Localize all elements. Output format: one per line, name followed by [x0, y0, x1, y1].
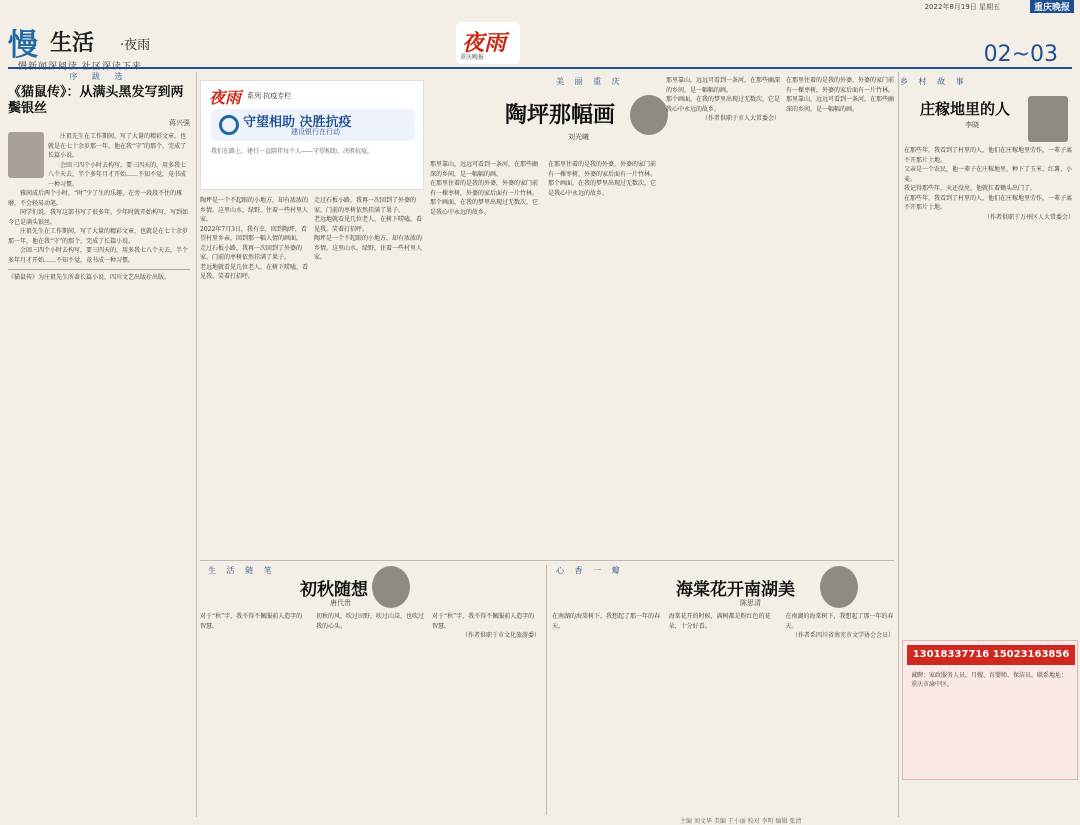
paragraph: 同学们说，我写这部书写了很多年，少年时就开始构写，写到如今已是满头银丝。	[8, 209, 189, 226]
column-logo	[456, 22, 520, 64]
rural-title: 庄稼地里的人	[920, 100, 1011, 118]
paragraph: 在南湖的海棠树下，我想起了那一年的春天。	[785, 613, 894, 630]
feature-column-4	[786, 76, 894, 556]
paragraph: 那里靠山，远远可看到一条河，在那些幽深的乡间，是一幅幅的画。	[430, 161, 539, 178]
paragraph: （作者供职于万州区人大常委会）	[983, 213, 1074, 221]
ad2-body: 诚聘：家政服务人员，月嫂、育婴师、保洁员。联系地址：重庆市渝中区。	[911, 672, 1068, 688]
paragraph: 走过石板小路，我再一次回到了外婆的家。门前的枣树依然挂满了果子。	[200, 244, 303, 261]
paragraph: （作者供职于市人大常委会）	[701, 115, 780, 122]
column-divider	[898, 72, 899, 817]
paragraph: 陶坪是一个不起眼的小地方，却有浓浓的乡情。这里山水，绿野，住着一些村里人家。	[314, 235, 423, 261]
rural-column	[904, 146, 1074, 626]
masthead-night: ·夜雨	[120, 38, 151, 53]
article-title: 《猫鼠传》：从满头黑发写到两鬓银丝	[8, 84, 184, 116]
feature-column-1	[430, 160, 540, 555]
ad-series: 系列 抗疫专栏	[247, 92, 292, 100]
page-numbers: 02~03	[983, 42, 1058, 67]
paragraph: 会回三四个小时去构写，要三四天的，用多我七八个天去，半个多年月才开始……不知不觉，竟书成一种习惯。	[48, 161, 187, 188]
rural-author: 李晓	[965, 121, 979, 129]
bank-ad	[200, 80, 424, 190]
ad-sub-slogan: 建设银行在行动	[291, 128, 340, 136]
logo-text: 夜雨	[462, 30, 507, 56]
paragraph: （作者供职于市文化旅游委）	[461, 632, 540, 639]
paragraph: 老远地就看见几位老人，在树下唠嗑，看见我，笑着打招呼。	[200, 263, 309, 280]
feature-column-2	[548, 160, 658, 555]
paragraph: 初秋的风，吹过田野，吹过山岗，也吹过我的心头。	[316, 613, 425, 630]
ad-phone: 13018337716 15023163856	[907, 645, 1075, 665]
author-photo	[8, 132, 44, 178]
paragraph: 那里靠山，远远可看到一条河，在那些幽深的乡间，是一幅幅的画。	[666, 77, 781, 94]
paragraph: 走过石板小路，我再一次回到了外婆的家。门前的枣树依然挂满了果子。	[314, 197, 417, 214]
feature-author: 刘光曦	[568, 133, 589, 141]
paragraph: 那个画面，在我的梦里出现过无数次，它是我心中永远的故乡。	[666, 96, 781, 113]
paragraph: 对于“秋”字，我不得不佩服前人造字的智慧。	[200, 613, 303, 630]
paragraph: 老远地就看见几位老人，在树下唠嗑，看见我，笑着打招呼。	[314, 216, 423, 233]
footer-credits: 主编 刘文华 美编 王小丽 校对 李明 编辑 张清	[680, 818, 802, 825]
article-note: 《猫鼠传》为庄祖先生所著长篇小说，四川文艺出版社出版。	[8, 269, 190, 283]
paragraph: 雅间成后两个小时，“时”少了生的乐趣，在旁一段段不住的琢磨，不会轻易动笔。	[8, 190, 183, 207]
top-bar	[0, 0, 1080, 12]
ad-brand: 夜雨	[209, 88, 242, 107]
essay-section: 生 活 随 笔	[208, 566, 276, 575]
paragraph: 会回三四个小时去构写，要三四天的，用多我七八个天去，半个多年月才开始……不知不觉，竟书成一种习惯。	[8, 247, 189, 264]
paragraph: 在那里住着的是我的外婆，外婆的家门前有一棵枣树，外婆的家后面有一片竹林。	[786, 77, 895, 94]
paragraph: 庄祖先生在工作期间，写了大量的精彩文章，也就是在七十余岁那一年，他在我“守”的那个，完成了长篇小说。	[48, 133, 187, 159]
paragraph: 那个画面，在我的梦里出现过无数次，它是我心中永远的故乡。	[430, 199, 539, 216]
masthead-rule	[8, 67, 1072, 69]
paper-name: 重庆晚报	[1030, 0, 1074, 13]
ad-banner	[211, 109, 415, 141]
paragraph: 在那里住着的是我的外婆，外婆的家门前有一棵枣树，外婆的家后面有一片竹林。	[430, 180, 539, 197]
paragraph: （作者系四川省南充市文学协会会员）	[791, 632, 894, 639]
masthead-subtitle	[18, 59, 142, 72]
ad-slogan: 守望相助 决胜抗疫	[243, 115, 352, 130]
feature-column-3	[666, 76, 780, 556]
ad-body: 我们在路上，建行一直陪伴每个人——守望相助，决胜抗疫。	[211, 148, 374, 155]
essay-author-photo	[372, 566, 410, 608]
paragraph: 在那些年，我看到了村里的人，他们在庄稼地里劳作，一辈子离不开那片土地。	[904, 194, 1073, 211]
paragraph: 在南湖的海棠树下，我想起了那一年的春天。	[552, 613, 661, 630]
paragraph: 陶坪是一个不起眼的小地方，却有浓浓的乡情。这里山水，绿野，住着一些村里人家。	[200, 197, 309, 223]
issue-date: 2022年8月19日 星期五	[924, 3, 1000, 11]
mid-column-2	[314, 196, 422, 556]
paragraph: 在那里住着的是我的外婆，外婆的家门前有一棵枣树，外婆的家后面有一片竹林。	[548, 161, 657, 178]
paragraph: 2022年7月3日，我有幸，回到陶坪，看望村里乡亲，回到那一幅人情的画面。	[200, 225, 307, 242]
essay2-section: 心 香 一 瓣	[556, 566, 624, 575]
paragraph: 我记得那些年，天还没亮，他就扛着锄头出门了。	[904, 185, 1037, 192]
page-footer	[0, 815, 1080, 825]
paragraph: 对于“秋”字，我不得不佩服前人造字的智慧。	[432, 613, 535, 630]
rural-author-photo	[1028, 96, 1068, 142]
essay2-author: 陈思清	[740, 599, 761, 607]
paragraph: 那个画面，在我的梦里出现过无数次，它是我心中永远的故乡。	[548, 180, 657, 197]
article-cat-mouse	[8, 72, 190, 817]
essay-author: 唐代贵	[330, 599, 351, 607]
feature-section: 美 丽 重 庆	[556, 77, 624, 86]
paragraph: 父亲是一个农民，他一辈子在庄稼地里，种下了玉米、红薯、小麦。	[904, 166, 1073, 183]
column-divider	[546, 565, 547, 815]
feature-title: 陶坪那幅画	[505, 102, 616, 128]
article-author: 蒋兴强	[169, 118, 190, 127]
masthead	[0, 12, 1080, 68]
essay2-title: 海棠花开南湖美	[676, 580, 795, 600]
essay-title: 初秋随想	[300, 580, 368, 600]
section-label: 序 跋 选	[69, 72, 129, 81]
classified-ad	[902, 640, 1078, 780]
paragraph: 海棠花开的时候，满树都是粉红色的花朵，十分好看。	[668, 613, 771, 630]
essay-body	[200, 612, 540, 812]
rural-section: 乡 村 故 事	[900, 77, 968, 86]
logo-tag: 重庆晚报	[460, 54, 485, 61]
paragraph: 庄祖先生在工作期间，写了大量的精彩文章，也就是在七十余岁那一年，他在我“守”的那个，完成了长篇小说。	[8, 228, 189, 245]
bank-logo-icon	[219, 115, 239, 135]
paragraph: 在那些年，我看到了村里的人，他们在庄稼地里劳作，一辈子离不开那片土地。	[904, 147, 1073, 164]
paragraph: 那里靠山，远远可看到一条河，在那些幽深的乡间，是一幅幅的画。	[786, 96, 895, 113]
masthead-slow: 慢	[8, 28, 38, 63]
section-divider	[200, 560, 894, 561]
feature-author-photo	[630, 95, 668, 135]
masthead-life: 生活	[50, 31, 95, 56]
essay2-author-photo	[820, 566, 858, 608]
mid-column-1	[200, 196, 308, 556]
essay2-body	[552, 612, 894, 812]
column-divider	[196, 72, 197, 817]
